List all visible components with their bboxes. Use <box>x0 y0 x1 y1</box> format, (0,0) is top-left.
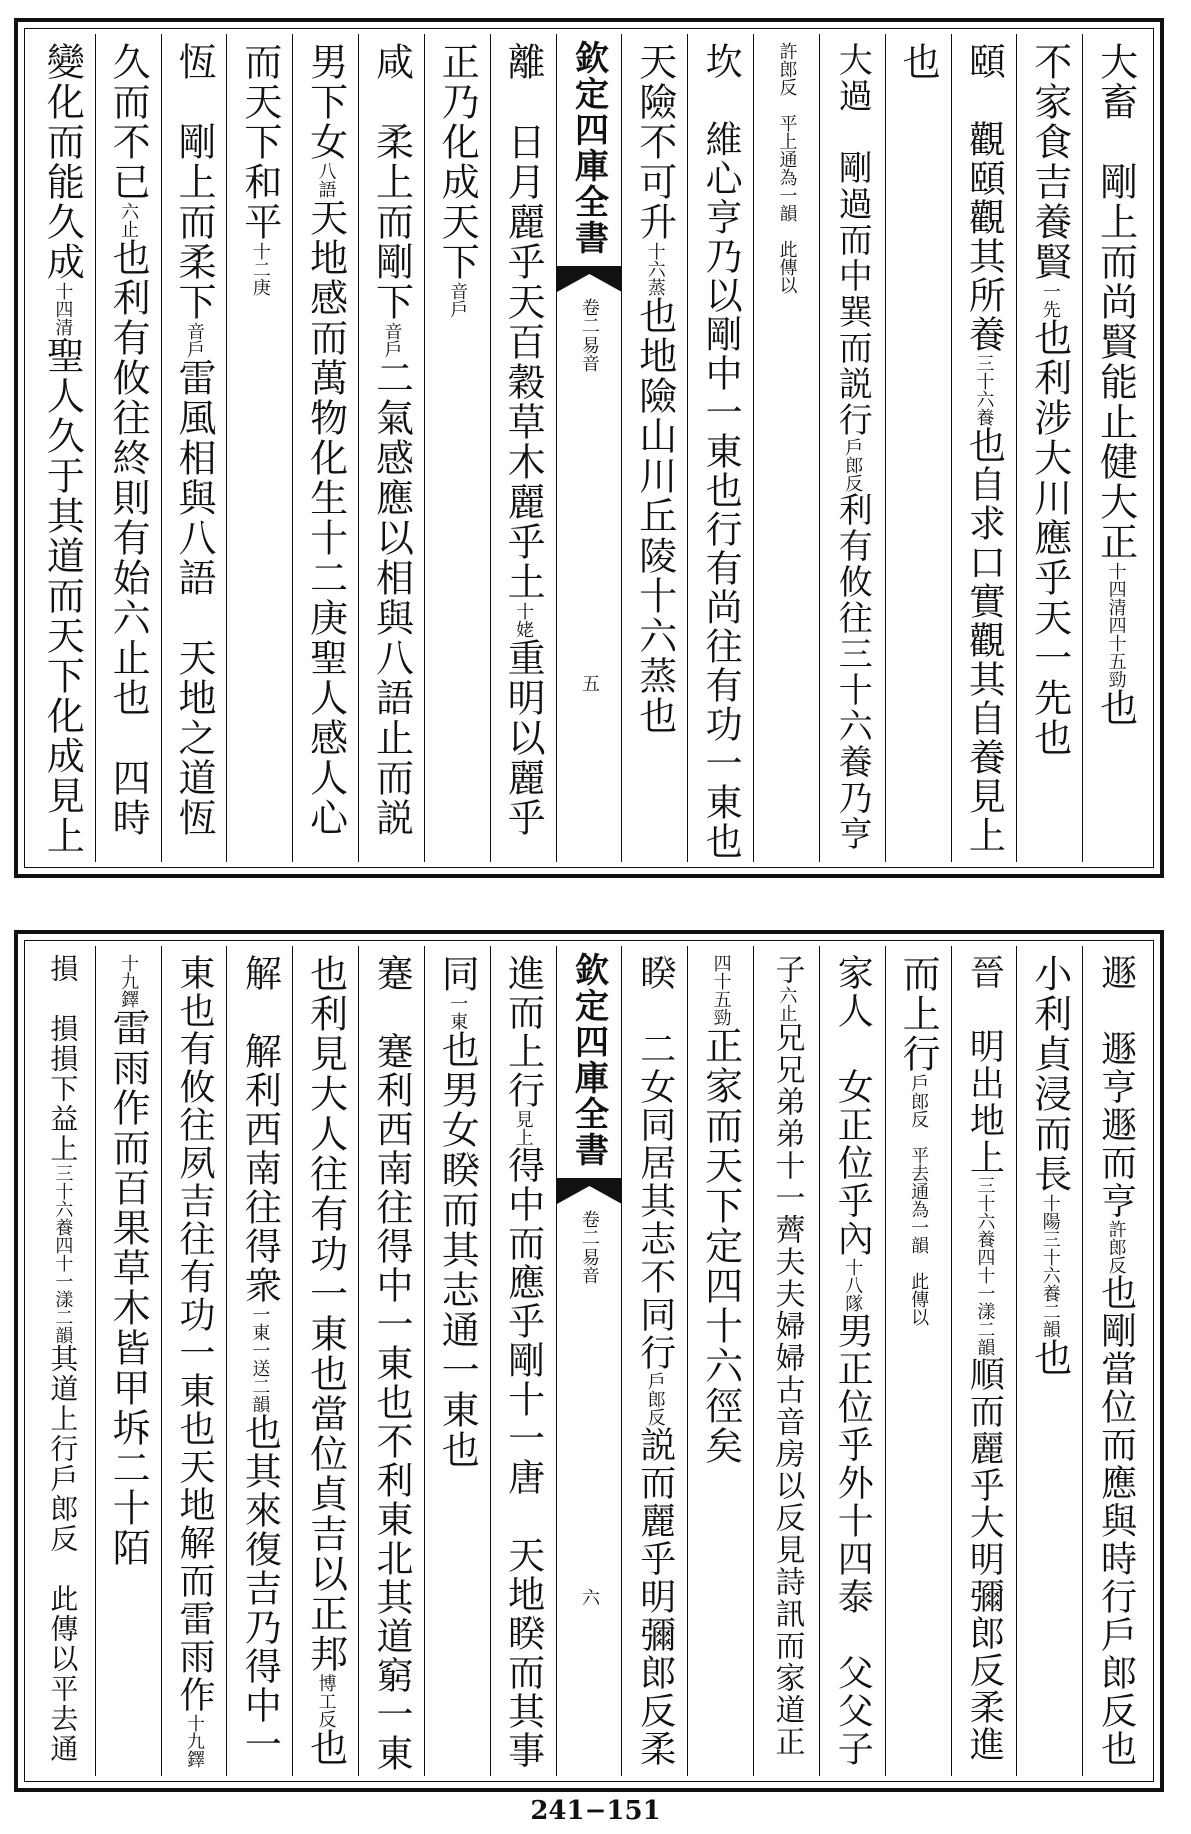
text-column <box>424 946 490 1776</box>
column-text <box>896 34 941 862</box>
main-text: 損 損損下益上 <box>46 954 80 1164</box>
main-text: 大畜 剛上而尚賢能止健大正 <box>1093 42 1138 562</box>
annotation-note: 一東 <box>447 994 469 1030</box>
text-column <box>753 946 819 1776</box>
main-text: 解 解利西南往得衆 <box>238 954 282 1305</box>
main-text: 蹇 蹇利西南往得中一東也不利東北其道窮一東 <box>369 954 413 1773</box>
gutter-book: 易音 <box>578 1248 600 1284</box>
annotation-note: 博工反 <box>315 1674 337 1728</box>
annotation-note: 十六蒸 <box>644 242 666 296</box>
text-column <box>753 34 819 862</box>
main-text-continued: 男正位乎外十四泰 父父子 <box>832 1312 874 1768</box>
text-column <box>30 34 95 862</box>
column-text <box>634 946 676 1776</box>
leaf-number: 五 <box>578 674 600 692</box>
annotation-note: 三十六養 <box>973 354 995 426</box>
annotation-note: 一先 <box>1039 282 1061 318</box>
annotation-note: 戶郎反 平去通為一韻 此傳以 <box>908 1074 930 1326</box>
main-text: 男下女 <box>303 42 348 162</box>
column-text <box>769 946 805 1776</box>
column-text <box>369 946 413 1776</box>
column-text <box>106 946 151 1776</box>
main-text: 也利見大人往有功一東也當位貞吉以正邦 <box>303 954 348 1674</box>
column-text <box>767 34 805 862</box>
column-text <box>171 34 216 862</box>
main-text: 不家食吉養賢 <box>1027 42 1072 282</box>
main-text: 大過 剛過而中巽而説行 <box>832 42 873 438</box>
column-text <box>698 946 743 1776</box>
text-column <box>1016 34 1082 862</box>
main-text-continued: 其道上行戶郎反 此傳以平去通 <box>46 1344 80 1764</box>
gutter-title: 欽定四庫全書 <box>568 952 609 1168</box>
column-text <box>435 34 480 862</box>
main-text: 東也有攸往夙吉往有功一東也天地解而雷雨作 <box>173 954 215 1714</box>
text-column <box>30 946 95 1776</box>
main-text-continued: 也剛當位而應與時行戶郎反也 <box>1095 1274 1137 1768</box>
annotation-note: 十四清四十五勁 <box>1105 562 1127 688</box>
main-text-continued: 也自求口實觀其自養見上 <box>962 426 1006 855</box>
center-gutter <box>556 946 622 1776</box>
annotation-note: 十陽三十六養二韻 <box>1039 1194 1061 1338</box>
main-text-continued: 得中而應乎剛十一唐 天地睽而其事 <box>501 1146 545 1770</box>
main-text-continued: 重明以麗乎 <box>501 638 546 838</box>
annotation-note: 八語 <box>315 162 337 198</box>
text-column <box>1082 34 1148 862</box>
text-column <box>95 946 161 1776</box>
annotation-note: 見上 <box>512 1110 534 1146</box>
text-column <box>490 34 556 862</box>
text-column <box>292 946 358 1776</box>
annotation-note: 音戶 <box>381 322 403 358</box>
fishtail-mark <box>557 1178 622 1204</box>
main-text: 頤 觀頤觀其所養 <box>962 42 1006 354</box>
column-text <box>1027 946 1072 1776</box>
page-lower <box>14 930 1164 1792</box>
text-column <box>226 34 292 862</box>
main-text-continued: 也 <box>1093 688 1138 728</box>
gutter-title: 欽定四庫全書 <box>568 40 609 256</box>
annotation-note: 十九鐸 <box>183 1714 205 1768</box>
column-text <box>1027 34 1072 862</box>
main-text: 小利貞浸而長 <box>1027 954 1072 1194</box>
main-text: 同 <box>435 954 480 994</box>
fishtail-mark <box>557 266 622 292</box>
annotation-note: 四十五勁 <box>710 954 732 1026</box>
text-column <box>687 34 753 862</box>
annotation-note: 六止 <box>776 986 798 1022</box>
column-text <box>106 34 151 862</box>
main-text-continued: 正家而天下定四十六徑矣 <box>698 1026 743 1466</box>
main-text-continued: 天地感而萬物化生十二庚聖人感人心 <box>303 198 348 838</box>
column-text <box>501 34 546 862</box>
text-column <box>358 946 424 1776</box>
main-text-continued: 雷雨作而百果草木皆甲坼二十陌 <box>106 1008 151 1568</box>
text-column <box>226 946 292 1776</box>
column-text <box>238 946 282 1776</box>
column-text <box>964 946 1005 1776</box>
main-text: 也 <box>896 42 941 82</box>
main-text: 天險不可升 <box>632 42 677 242</box>
text-column <box>951 946 1017 1776</box>
gutter-book: 易音 <box>578 336 600 372</box>
main-text-continued: 也利有攸往終則有始六止也 四時 <box>106 238 151 838</box>
annotation-note: 音戶 <box>447 282 469 318</box>
page-number: 241−151 <box>530 1796 661 1826</box>
column-text <box>896 946 941 1776</box>
main-text-continued: 雷風相與八語 天地之道恆 <box>171 358 216 838</box>
column-text <box>632 34 677 862</box>
main-text-continued: 也 <box>303 1728 348 1768</box>
main-text: 恆 剛上而柔下 <box>171 42 216 322</box>
text-column <box>1016 946 1082 1776</box>
main-text: 而上行 <box>896 954 941 1074</box>
main-text: 進而上行 <box>501 954 545 1110</box>
text-column <box>885 946 951 1776</box>
main-text: 離 日月麗乎天百穀草木麗乎土 <box>501 42 546 602</box>
annotation-note: 戶郎反 <box>842 438 864 492</box>
column-text <box>699 34 743 862</box>
leaf-number: 六 <box>578 1588 600 1606</box>
main-text: 正乃化成天下 <box>435 42 480 282</box>
column-text <box>501 946 545 1776</box>
main-text-continued: 也 <box>1027 1338 1072 1378</box>
column-text <box>173 946 215 1776</box>
text-column <box>621 34 687 862</box>
annotation-note: 三十六養四十一漾二韻 <box>974 1176 996 1356</box>
text-column <box>1082 946 1148 1776</box>
main-text-continued: 也其來復吉乃得中一 <box>238 1413 282 1764</box>
page-upper <box>14 18 1164 878</box>
text-column <box>161 946 227 1776</box>
column-text <box>303 34 348 862</box>
main-text: 變化而能久成 <box>40 42 85 282</box>
text-column <box>95 34 161 862</box>
text-column <box>292 34 358 862</box>
text-column <box>621 946 687 1776</box>
main-text: 久而不已 <box>106 42 151 202</box>
annotation-note: 十四清 <box>52 282 74 336</box>
main-text-continued: 順而麗乎大明彌郎反柔進 <box>964 1356 1005 1763</box>
main-text: 遯 遯亨遯而亨 <box>1095 954 1137 1220</box>
main-text-continued: 説而麗乎明彌郎反柔 <box>634 1426 676 1768</box>
main-text-continued: 二氣感應以相與八語止而説 <box>369 358 414 838</box>
text-column <box>951 34 1017 862</box>
annotation-note: 音戶 <box>183 322 205 358</box>
annotation-note: 戶郎反 <box>644 1372 666 1426</box>
main-text-continued: 利有攸往三十六養乃亨 <box>832 492 873 852</box>
text-column <box>885 34 951 862</box>
column-container-upper <box>30 34 1148 862</box>
main-text-continued: 聖人久于其道而天下化成見上 <box>40 336 85 856</box>
annotation-note: 一東一送二韻 <box>249 1305 271 1413</box>
gutter-subtitle <box>579 298 599 372</box>
text-column <box>424 34 490 862</box>
annotation-note: 六止 <box>118 202 140 238</box>
column-text <box>46 946 80 1776</box>
column-text <box>962 34 1006 862</box>
main-text: 而天下和平 <box>237 42 282 242</box>
main-text: 坎 維心亨乃以剛中一東也行有尚往有功一東也 <box>699 42 743 861</box>
gutter-volume: 卷二 <box>578 298 600 334</box>
gutter-subtitle <box>579 1210 599 1284</box>
text-column <box>687 946 753 1776</box>
annotation-note: 十八隊 <box>842 1258 864 1312</box>
center-gutter <box>556 34 622 862</box>
main-text: 家人 女正位乎內 <box>832 954 874 1258</box>
column-text <box>237 34 282 862</box>
text-column <box>819 34 885 862</box>
main-text: 咸 柔上而剛下 <box>369 42 414 322</box>
main-text-continued: 也地險山川丘陵十六蒸也 <box>632 296 677 736</box>
text-column <box>358 34 424 862</box>
column-text <box>303 946 348 1776</box>
gutter-volume: 卷二 <box>578 1210 600 1246</box>
column-text <box>1095 946 1137 1776</box>
main-text-continued: 也利涉大川應乎天一先也 <box>1027 318 1072 758</box>
column-text <box>369 34 414 862</box>
main-text-continued: 也男女睽而其志通一東也 <box>435 1030 480 1470</box>
main-text: 睽 二女同居其志不同行 <box>634 954 676 1372</box>
column-text <box>832 946 874 1776</box>
annotation-note: 十二庚 <box>249 242 271 296</box>
text-column <box>161 34 227 862</box>
annotation-note: 許郎反 <box>1105 1220 1127 1274</box>
text-column <box>819 946 885 1776</box>
annotation-note: 許郎反 平上通為一韻 此傳以 <box>776 42 798 294</box>
main-text-continued: 兄兄弟弟十一薺夫夫婦婦古音房以反見詩訊而家道正 <box>769 1022 805 1758</box>
annotation-note: 三十六養四十一漾二韻 <box>52 1164 74 1344</box>
annotation-note: 十九鐸 <box>118 954 140 1008</box>
text-column <box>490 946 556 1776</box>
column-text <box>832 34 873 862</box>
column-text <box>435 946 480 1776</box>
column-text <box>1093 34 1138 862</box>
main-text: 晉 明出地上 <box>964 954 1005 1176</box>
annotation-note: 十姥 <box>513 602 535 638</box>
column-text <box>40 34 85 862</box>
main-text: 子 <box>769 954 805 986</box>
column-container-lower <box>30 946 1148 1776</box>
